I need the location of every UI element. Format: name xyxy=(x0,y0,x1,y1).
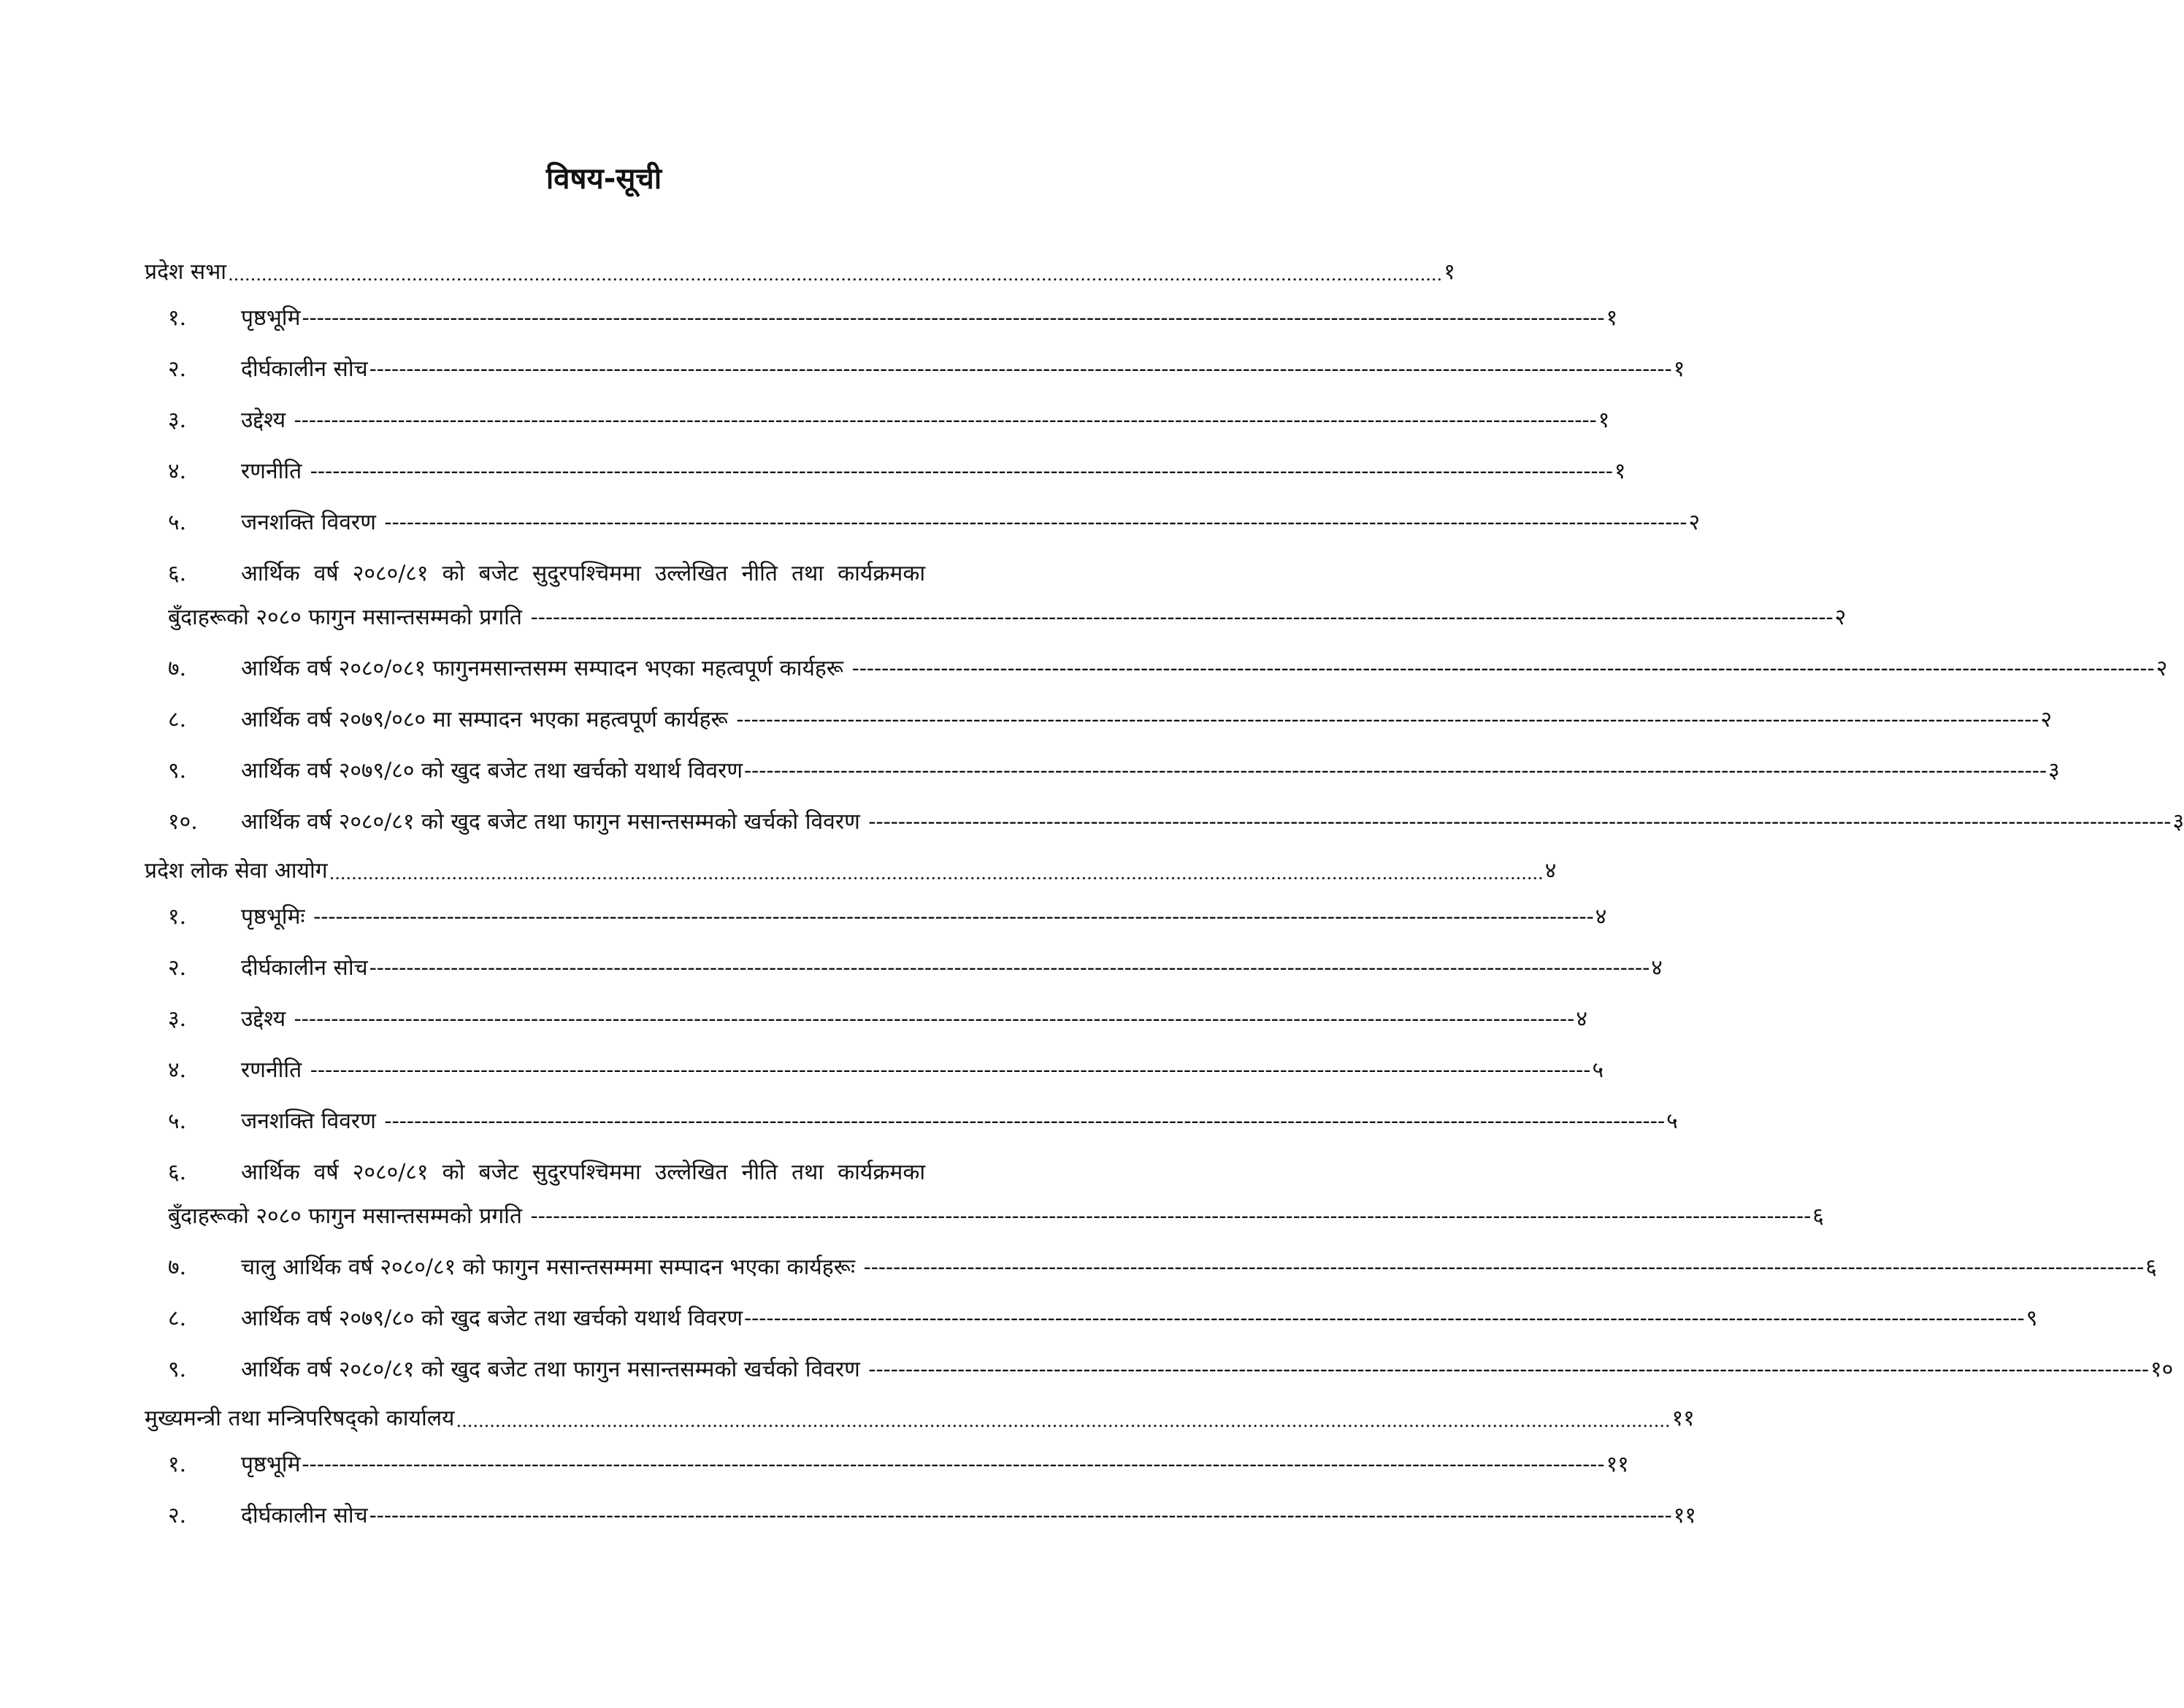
toc-item[interactable] xyxy=(168,407,1610,434)
dash-leader: ----------------------------------------------------------------------------------------------------------------------------------------------------------------------------- xyxy=(369,955,1650,981)
item-label: आर्थिक वर्ष २०७९/८० को खुद बजेट तथा खर्चको यथार्थ विवरण xyxy=(241,758,743,784)
toc-item[interactable] xyxy=(168,1108,1678,1135)
dash-leader: -------------------------------------------------------------------------------------------------------------------------------------------------------------------------------- xyxy=(369,1503,1672,1528)
dash-leader: -------------------------------------------------------------------------------------------------------------------------------------------------------------------------------- xyxy=(303,459,1613,484)
page-number: ४ xyxy=(1651,955,1663,981)
toc-item[interactable] xyxy=(168,809,2184,835)
item-label: उद्देश्य xyxy=(241,1006,286,1032)
toc-item[interactable] xyxy=(168,656,2168,682)
item-number: २. xyxy=(168,356,187,382)
toc-item[interactable] xyxy=(168,1057,1604,1084)
page-number: ५ xyxy=(1592,1057,1604,1083)
item-label: बुँदाहरूको २०८० फागुन मसान्तसम्मको प्रगति xyxy=(168,605,523,630)
page-number: १ xyxy=(1444,259,1455,285)
item-number: १. xyxy=(168,1452,187,1477)
item-number: ४. xyxy=(168,459,187,484)
item-label: दीर्घकालीन सोच xyxy=(241,356,368,382)
dash-leader: ----------------------------------------------------------------------------------------------------------------------------------------------------------------------------- xyxy=(857,1255,2145,1280)
item-number: ७. xyxy=(168,656,187,681)
dot-leader: .......................................................................................................................................................................................................................... xyxy=(228,264,1443,286)
toc-item[interactable] xyxy=(168,510,1701,536)
toc-item[interactable] xyxy=(168,459,1626,485)
dash-leader: -------------------------------------------------------------------------------------------------------------------------------------------------------------------------------- xyxy=(302,305,1605,331)
item-label: आर्थिक वर्ष २०७९/०८० मा सम्पादन भएका महत्वपूर्ण कार्यहरू xyxy=(241,707,728,732)
item-number: ८. xyxy=(168,707,187,732)
item-number: ६. xyxy=(168,561,187,586)
toc-item[interactable] xyxy=(168,904,1607,930)
item-label: जनशक्ति विवरण xyxy=(241,1108,376,1134)
toc-item[interactable] xyxy=(168,1357,2174,1383)
item-label: रणनीति xyxy=(241,459,302,484)
page-number: ११ xyxy=(1671,1406,1695,1431)
page-number: ५ xyxy=(1666,1108,1678,1134)
dash-leader: -------------------------------------------------------------------------------------------------------------------------------------------------------------------------------- xyxy=(287,407,1597,433)
item-number: ९. xyxy=(168,1357,187,1382)
dash-leader: -------------------------------------------------------------------------------------------------------------------------------------------------------------------------------- xyxy=(369,356,1672,382)
page-number: ४ xyxy=(1544,858,1557,884)
page-title: विषय-सूची xyxy=(545,162,662,196)
toc-item-line2[interactable] xyxy=(168,1203,1824,1230)
item-number: ६. xyxy=(168,1160,187,1185)
item-label: दीर्घकालीन सोच xyxy=(241,955,368,981)
item-label: चालु आर्थिक वर्ष २०८०/८१ को फागुन मसान्तसम्ममा सम्पादन भएका कार्यहरूः xyxy=(241,1255,856,1280)
section-heading: प्रदेश लोक सेवा आयोग xyxy=(145,858,328,884)
section-heading: प्रदेश सभा xyxy=(145,259,227,285)
page-number: १ xyxy=(1606,305,1618,331)
toc-item[interactable] xyxy=(168,758,2060,784)
page-number: १० xyxy=(2150,1357,2174,1382)
item-label-line1: आर्थिक वर्ष २०८०/८१ को बजेट सुदुरपश्चिममा उल्लेखित नीति तथा कार्यक्रमका xyxy=(241,561,926,586)
item-label-line1: आर्थिक वर्ष २०८०/८१ को बजेट सुदुरपश्चिममा उल्लेखित नीति तथा कार्यक्रमका xyxy=(241,1160,926,1185)
page-number: ६ xyxy=(1812,1203,1824,1229)
page-number: ४ xyxy=(1595,904,1607,930)
page-number: ११ xyxy=(1606,1452,1629,1477)
item-number: २. xyxy=(168,955,187,981)
toc-item[interactable] xyxy=(168,707,2053,733)
toc-item[interactable] xyxy=(168,305,1618,332)
dash-leader: ----------------------------------------------------------------------------------------------------------------------------------------------------------------------------- xyxy=(744,1306,2025,1331)
page-number: ६ xyxy=(2145,1255,2157,1280)
item-label: उद्देश्य xyxy=(241,407,286,433)
page-number: ३ xyxy=(2172,809,2184,835)
toc-item[interactable] xyxy=(168,1452,1629,1478)
item-number: २. xyxy=(168,1503,187,1528)
item-label: पृष्ठभूमिः xyxy=(241,904,305,930)
page-number: ११ xyxy=(1673,1503,1696,1528)
dash-leader: ----------------------------------------------------------------------------------------------------------------------------------------------------------------------------- xyxy=(287,1006,1575,1032)
dash-leader: ----------------------------------------------------------------------------------------------------------------------------------------------------------------------------- xyxy=(377,1108,1666,1134)
item-number: ८. xyxy=(168,1306,187,1331)
item-label: बुँदाहरूको २०८० फागुन मसान्तसम्मको प्रगति xyxy=(168,1203,523,1229)
toc-item-line1[interactable] xyxy=(168,1160,1179,1186)
item-number: १. xyxy=(168,904,187,930)
dash-leader: ----------------------------------------------------------------------------------------------------------------------------------------------------------------------------- xyxy=(303,1057,1591,1083)
toc-item[interactable] xyxy=(168,955,1663,981)
item-number: ३. xyxy=(168,1006,187,1032)
item-number: ४. xyxy=(168,1057,187,1083)
item-number: ९. xyxy=(168,758,187,784)
dash-leader: -------------------------------------------------------------------------------------------------------------------------------------------------------------------------------- xyxy=(861,809,2172,835)
item-number: ५. xyxy=(168,1108,187,1134)
item-number: १०. xyxy=(168,809,198,835)
toc-item[interactable] xyxy=(168,356,1685,383)
toc-item[interactable] xyxy=(168,1006,1587,1033)
dot-leader: .......................................................................................................................................................................................................................... xyxy=(329,863,1544,884)
toc-section-pradesh-sabha[interactable] xyxy=(145,259,1455,286)
item-label: आर्थिक वर्ष २०८०/०८१ फागुनमसान्तसम्म सम्पादन भएका महत्वपूर्ण कार्यहरू xyxy=(241,656,844,681)
dash-leader: -------------------------------------------------------------------------------------------------------------------------------------------------------------------------------- xyxy=(524,605,1834,630)
item-label: आर्थिक वर्ष २०८०/८१ को खुद बजेट तथा फागुन मसान्तसम्मको खर्चको विवरण xyxy=(241,1357,860,1382)
item-label: पृष्ठभूमि xyxy=(241,305,301,331)
item-label: रणनीति xyxy=(241,1057,302,1083)
page-number: १ xyxy=(1673,356,1685,382)
section-heading: मुख्यमन्त्री तथा मन्त्रिपरिषद्को कार्यालय xyxy=(145,1406,455,1431)
page-number: २ xyxy=(2040,707,2053,732)
page-number: १ xyxy=(1598,407,1610,433)
page-number: २ xyxy=(1688,510,1701,535)
page-number: ३ xyxy=(2048,758,2060,784)
dash-leader: ----------------------------------------------------------------------------------------------------------------------------------------------------------------------------- xyxy=(306,904,1594,930)
item-label: दीर्घकालीन सोच xyxy=(241,1503,368,1528)
item-label: जनशक्ति विवरण xyxy=(241,510,376,535)
page-number: १ xyxy=(1614,459,1626,484)
dot-leader: .......................................................................................................................................................................................................................... xyxy=(456,1411,1671,1432)
dash-leader: -------------------------------------------------------------------------------------------------------------------------------------------------------------------------------- xyxy=(302,1452,1605,1477)
toc-section-lok-sewa-aayog[interactable] xyxy=(145,858,1557,884)
dash-leader: ----------------------------------------------------------------------------------------------------------------------------------------------------------------------------- xyxy=(524,1203,1812,1229)
page-number: २ xyxy=(1834,605,1847,630)
page-number: ४ xyxy=(1576,1006,1587,1032)
dash-leader: -------------------------------------------------------------------------------------------------------------------------------------------------------------------------------- xyxy=(744,758,2047,784)
item-number: ७. xyxy=(168,1255,187,1280)
item-number: १. xyxy=(168,305,187,331)
toc-item[interactable] xyxy=(168,1306,2038,1332)
toc-section-mukhyamantri-karyalaya[interactable] xyxy=(145,1406,1695,1432)
item-label: आर्थिक वर्ष २०७९/८० को खुद बजेट तथा खर्चको यथार्थ विवरण xyxy=(241,1306,743,1331)
item-label: पृष्ठभूमि xyxy=(241,1452,301,1477)
item-label: आर्थिक वर्ष २०८०/८१ को खुद बजेट तथा फागुन मसान्तसम्मको खर्चको विवरण xyxy=(241,809,860,835)
dash-leader: -------------------------------------------------------------------------------------------------------------------------------------------------------------------------------- xyxy=(377,510,1687,535)
page-number: २ xyxy=(2156,656,2168,681)
toc-item[interactable] xyxy=(168,1255,2157,1281)
item-number: ५. xyxy=(168,510,187,535)
item-number: ३. xyxy=(168,407,187,433)
toc-item-line1[interactable] xyxy=(168,561,1179,587)
dash-leader: -------------------------------------------------------------------------------------------------------------------------------------------------------------------------------- xyxy=(845,656,2155,681)
toc-item[interactable] xyxy=(168,1503,1696,1529)
dash-leader: -------------------------------------------------------------------------------------------------------------------------------------------------------------------------------- xyxy=(729,707,2039,732)
toc-item-line2[interactable] xyxy=(168,605,1847,631)
dash-leader: ----------------------------------------------------------------------------------------------------------------------------------------------------------------------------- xyxy=(861,1357,2150,1382)
page-number: ९ xyxy=(2026,1306,2038,1331)
